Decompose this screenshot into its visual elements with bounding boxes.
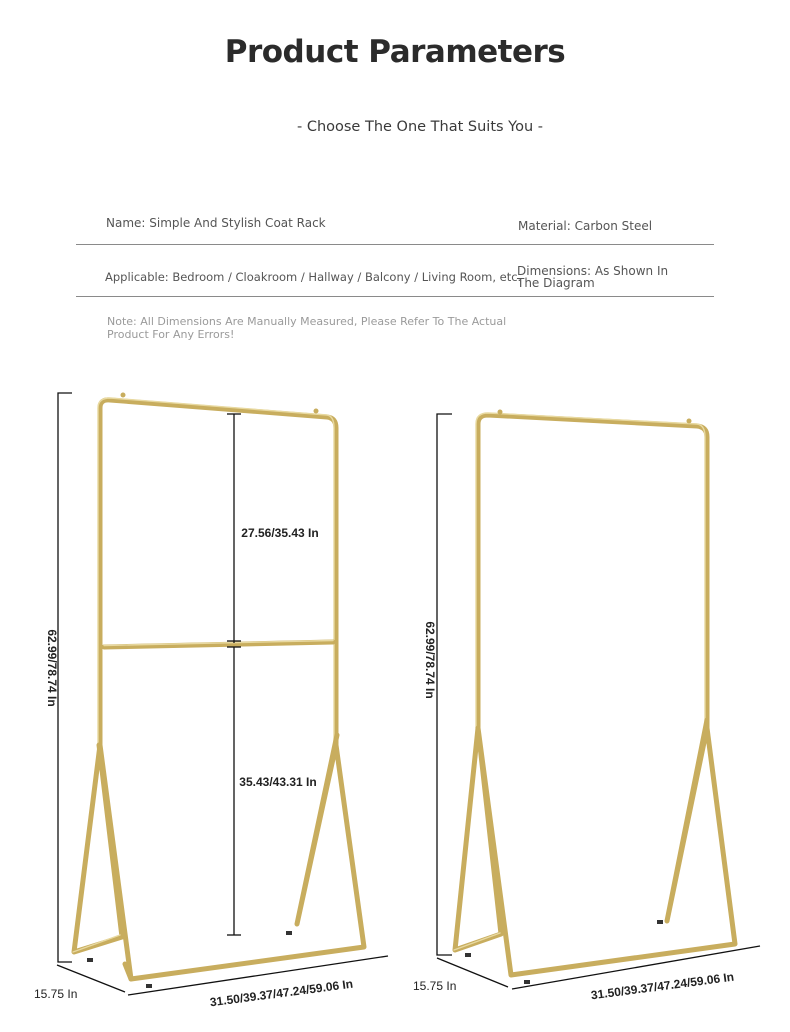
rack-left	[34, 393, 388, 1010]
param-dimensions-line2: The Diagram	[517, 275, 595, 290]
param-material: Material: Carbon Steel	[518, 219, 653, 233]
page-subtitle: - Choose The One That Suits You -	[296, 119, 544, 135]
rack-left-upper-gap-label: 27.56/35.43 In	[241, 526, 319, 540]
rack-left-depth-label: 15.75 In	[34, 987, 78, 1001]
rack-right-width-label: 31.50/39.37/47.24/59.06 In	[590, 969, 735, 1003]
rack-right-dimensions	[437, 414, 760, 989]
rack-right-height-label: 62.99/78.74 In	[423, 621, 437, 699]
rack-left-frame	[73, 393, 364, 989]
note-line2: Product For Any Errors!	[107, 327, 235, 341]
rack-left-lower-gap-label: 35.43/43.31 In	[239, 775, 317, 789]
rack-right-frame	[454, 410, 735, 985]
param-dimensions-line1: Dimensions: As Shown In	[517, 264, 669, 278]
note-line1: Note: All Dimensions Are Manually Measured, Please Refer To The Actual	[107, 315, 507, 328]
rack-right	[413, 410, 760, 1003]
rack-left-width-label: 31.50/39.37/47.24/59.06 In	[209, 976, 354, 1010]
param-name: Name: Simple And Stylish Coat Rack	[106, 216, 326, 230]
rack-right-depth-label: 15.75 In	[413, 979, 457, 993]
param-applicable: Applicable: Bedroom / Cloakroom / Hallway / Balcony / Living Room, etc.	[105, 270, 522, 284]
page-title: Product Parameters	[224, 34, 566, 70]
rack-left-height-label: 62.99/78.74 In	[45, 629, 59, 707]
